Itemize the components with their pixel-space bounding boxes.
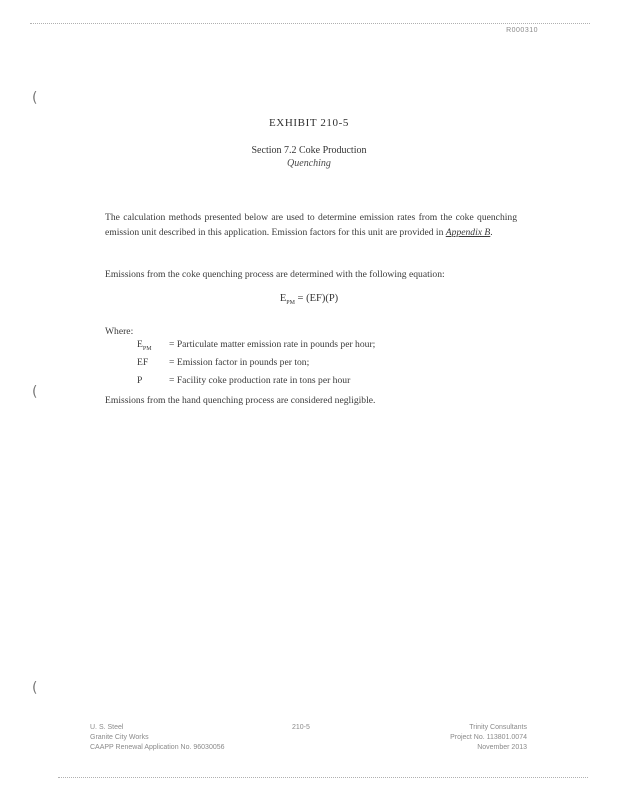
intro-text: The calculation methods presented below are used to determine emission rates from the coke quenching emission unit described in this application. Emission factors for this unit are provided in — [105, 212, 517, 238]
definition-symbol: P — [137, 374, 143, 386]
footer-project-number: Project No. 113801.0074 — [450, 734, 527, 741]
footer-consultant: Trinity Consultants — [469, 724, 527, 731]
appendix-link[interactable]: Appendix B — [445, 226, 491, 238]
intro-paragraph — [105, 211, 517, 240]
punch-hole-mark-middle: ( — [32, 384, 38, 400]
section-title: Section 7.2 Coke Production — [251, 145, 367, 156]
definition-symbol: $E_{PM}$ — [137, 339, 152, 352]
where-label: Where: — [105, 326, 134, 337]
footer-facility: Granite City Works — [90, 734, 149, 741]
definition-item — [137, 374, 375, 392]
footer-left — [90, 723, 225, 753]
scan-edge-bottom — [58, 777, 588, 778]
intro-text-end: . — [490, 226, 493, 238]
scan-edge-top — [30, 23, 590, 24]
page-number: 210-5 — [292, 724, 310, 731]
definition-separator: = — [169, 374, 175, 386]
footer-company: U. S. Steel — [90, 724, 124, 731]
equation-lhs-subscript: PM — [286, 300, 295, 307]
section-subtitle: Quenching — [287, 158, 331, 169]
footer-date: November 2013 — [477, 744, 527, 751]
definition-separator: = — [169, 339, 175, 350]
definition-list — [137, 338, 375, 392]
definition-text: Emission factor in pounds per ton; — [176, 356, 310, 368]
exhibit-title: EXHIBIT 210-5 — [268, 117, 349, 129]
definition-separator: = — [169, 356, 175, 368]
equation-rhs: = (EF)(P) — [297, 293, 339, 304]
equation-lhs: E — [279, 293, 287, 304]
definition-symbol: EF — [137, 356, 149, 368]
hand-quenching-paragraph: Emissions from the hand quenching process are considered negligible. — [105, 395, 376, 406]
document-id: R000310 — [506, 27, 538, 34]
equation-intro-paragraph: Emissions from the coke quenching process are determined with the following equation: — [105, 269, 445, 280]
emission-equation — [0, 293, 618, 306]
footer-application: CAAPP Renewal Application No. 96030056 — [90, 744, 225, 751]
definition-item — [137, 338, 375, 356]
punch-hole-mark-top: ( — [32, 90, 38, 106]
definition-text: Facility coke production rate in tons per hour — [176, 374, 351, 386]
definition-text: Particulate matter emission rate in pounds per hour; — [176, 339, 376, 350]
footer-right — [450, 723, 527, 753]
punch-hole-mark-bottom: ( — [32, 680, 38, 696]
definition-item — [137, 356, 375, 374]
